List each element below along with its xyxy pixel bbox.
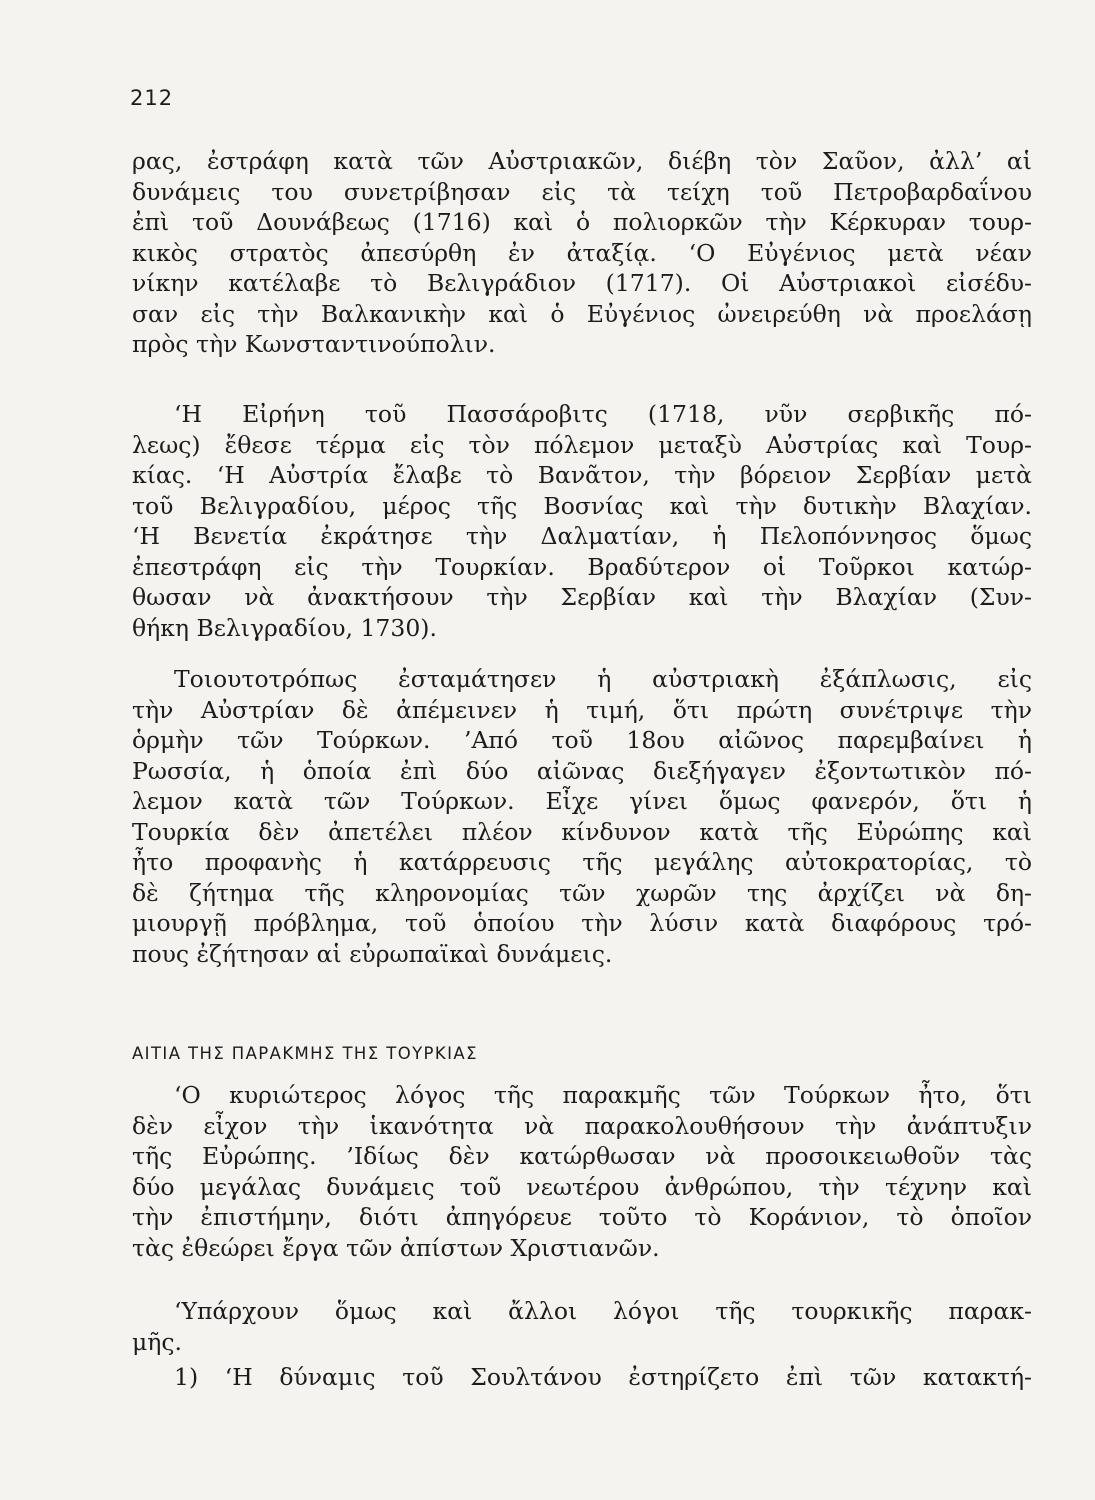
paragraph-2-line: λεως) ἔθεσε τέρμα εἰς τὸν πόλεμον μεταξὺ Αὐστρίας καὶ Τουρ- (132, 430, 1032, 459)
paragraph-2-line: θωσαν νὰ ἀνακτήσουν τὴν Σερβίαν καὶ τὴν Βλαχίαν (Συν- (132, 583, 1032, 611)
paragraph-2-line: θήκη Βελιγραδίου, 1730). (132, 613, 437, 642)
paragraph-1-line: σαν εἰς τὴν Βαλκανικὴν καὶ ὁ Εὐγένιος ὠνειρεύθη νὰ προελάσῃ (132, 299, 1032, 328)
paragraph-1-line: ἐπὶ τοῦ Δουνάβεως (1716) καὶ ὁ πολιορκῶν τὴν Κέρκυραν τουρ- (132, 208, 1032, 236)
paragraph-3-line: λεμον κατὰ τῶν Τούρκων. Εἶχε γίνει ὅμως φανερόν, ὅτι ἡ (132, 787, 1032, 815)
paragraph-5 (132, 1296, 1032, 1357)
paragraph-1-line: κικὸς στρατὸς ἀπεσύρθη ἐν ἀταξίᾳ. ‘Ο Εὐγένιος μετὰ νέαν (132, 238, 1032, 267)
paragraph-2-line: ‘Η Βενετία ἐκράτησε τὴν Δαλματίαν, ἡ Πελοπόννησος ὅμως (132, 522, 1032, 550)
paragraph-2-line: ‘Η Εἰρήνη τοῦ Πασσάροβιτς (1718, νῦν σερβικῆς πό- (174, 400, 1032, 428)
paragraph-3-line: πους ἐζήτησαν αἱ εὐρωπαϊκαὶ δυνάμεις. (132, 939, 613, 968)
paragraph-1 (132, 146, 1032, 360)
paragraph-3-line: ἦτο προφανὴς ἡ κατάρρευσις τῆς μεγάλης αὐτοκρατορίας, τὸ (132, 848, 1032, 876)
paragraph-2-line: κίας. ‘Η Αὐστρία ἔλαβε τὸ Βανᾶτον, τὴν βόρειον Σερβίαν μετὰ (132, 461, 1032, 489)
paragraph-4-line: τὰς ἐθεώρει ἔργα τῶν ἀπίστων Χριστιανῶν. (132, 1233, 660, 1262)
paragraph-2-line: ἐπεστράφη εἰς τὴν Τουρκίαν. Βραδύτερον οἱ Τοῦρκοι κατώρ- (132, 552, 1032, 581)
paragraph-4-line: τὴν ἐπιστήμην, διότι ἀπηγόρευε τοῦτο τὸ Κοράνιον, τὸ ὁποῖον (132, 1203, 1032, 1231)
paragraph-5-line: ‘Υπάρχουν ὅμως καὶ ἄλλοι λόγοι τῆς τουρκικῆς παρακ- (174, 1297, 1032, 1325)
paragraph-2 (132, 399, 1032, 643)
paragraph-4-line: τῆς Εὐρώπης. ’Ιδίως δὲν κατώρθωσαν νὰ προσοικειωθοῦν τὰς (132, 1142, 1032, 1170)
paragraph-3-line: δὲ ζήτημα τῆς κληρονομίας τῶν χωρῶν της ἀρχίζει νὰ δη- (132, 878, 1032, 907)
section-heading: ΑΙΤΙΑ ΤΗΣ ΠΑΡΑΚΜΗΣ ΤΗΣ ΤΟΥΡΚΙΑΣ (132, 1044, 478, 1063)
paragraph-1-line: ρας, ἐστράφη κατὰ τῶν Αὐστριακῶν, διέβη τὸν Σαῦον, ἀλλ’ αἱ (132, 147, 1032, 175)
paragraph-1-line: πρὸς τὴν Κωνσταντινούπολιν. (132, 330, 496, 358)
page-number: 212 (130, 86, 174, 110)
paragraph-3 (132, 664, 1032, 969)
paragraph-4-line: δύο μεγάλας δυνάμεις τοῦ νεωτέρου ἀνθρώπου, τὴν τέχνην καὶ (132, 1172, 1032, 1201)
paragraph-5-line: μῆς. (132, 1327, 182, 1356)
paragraph-3-line: Τουρκία δὲν ἀπετέλει πλέον κίνδυνον κατὰ τῆς Εὐρώπης καὶ (132, 817, 1032, 846)
paragraph-1-line: νίκην κατέλαβε τὸ Βελιγράδιον (1717). Οἱ Αὐστριακοὶ εἰσέδυ- (132, 269, 1032, 297)
paragraph-2-line: τοῦ Βελιγραδίου, μέρος τῆς Βοσνίας καὶ τὴν δυτικὴν Βλαχίαν. (132, 491, 1032, 520)
paragraph-3-line: ὁρμὴν τῶν Τούρκων. ’Από τοῦ 18ου αἰῶνος παρεμβαίνει ἡ (132, 726, 1032, 754)
paragraph-3-line: τὴν Αὐστρίαν δὲ ἀπέμεινεν ἡ τιμή, ὅτι πρώτη συνέτριψε τὴν (132, 695, 1032, 724)
paragraph-6-line: 1) ‘Η δύναμις τοῦ Σουλτάνου ἐστηρίζετο ἐπὶ τῶν κατακτή- (174, 1363, 1032, 1391)
paragraph-6 (132, 1362, 1032, 1393)
paragraph-4 (132, 1080, 1032, 1263)
paragraph-3-line: μιουργῇ πρόβλημα, τοῦ ὁποίου τὴν λύσιν κατὰ διαφόρους τρό- (132, 909, 1032, 937)
paragraph-4-line: δὲν εἶχον τὴν ἱκανότητα νὰ παρακολουθήσουν τὴν ἀνάπτυξιν (132, 1111, 1032, 1140)
paragraph-3-line: Ρωσσία, ἡ ὁποία ἐπὶ δύο αἰῶνας διεξήγαγεν ἐξοντωτικὸν πό- (132, 756, 1032, 785)
paragraph-3-line: Τοιουτοτρόπως ἐσταμάτησεν ἡ αὐστριακὴ ἐξάπλωσις, εἰς (174, 665, 1032, 693)
paragraph-4-line: ‘Ο κυριώτερος λόγος τῆς παρακμῆς τῶν Τούρκων ἦτο, ὅτι (174, 1081, 1032, 1109)
paragraph-1-line: δυνάμεις του συνετρίβησαν εἰς τὰ τείχη τοῦ Πετροβαρδαΐνου (132, 177, 1032, 206)
